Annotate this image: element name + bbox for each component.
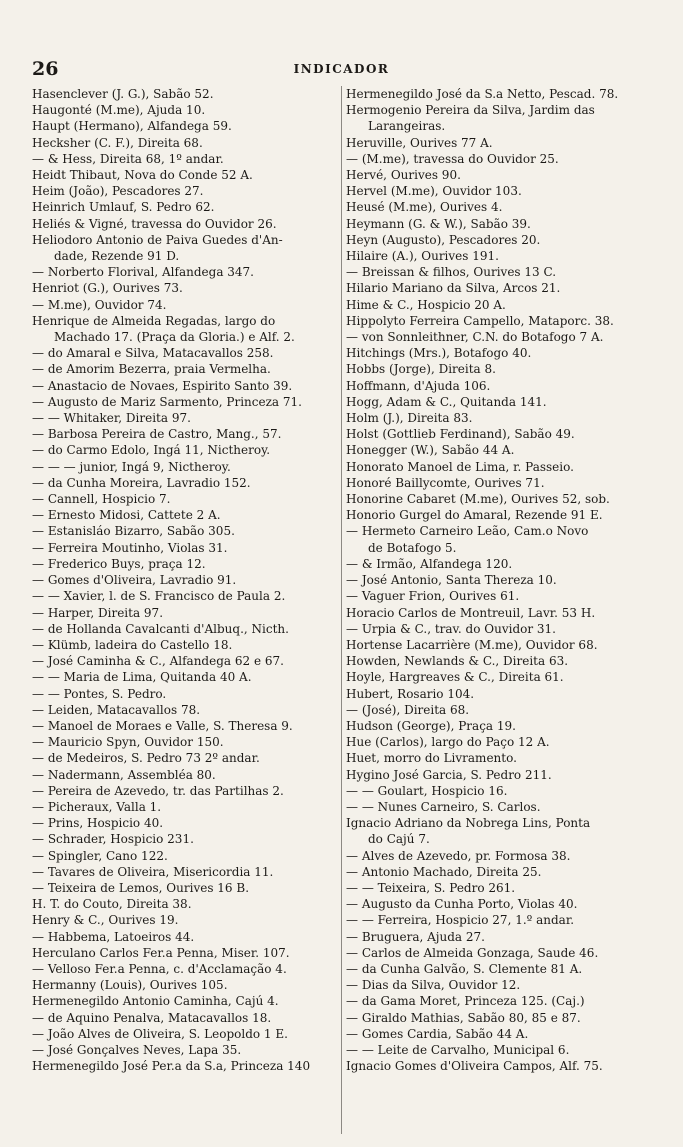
directory-entry: Machado 17. (Praça da Gloria.) e Alf. 2.: [54, 330, 295, 345]
directory-entry: Heliés & Vigné, travessa do Ouvidor 26.: [32, 216, 277, 231]
directory-entry: — de Medeiros, S. Pedro 73 2º andar.: [32, 751, 260, 766]
directory-entry: Heim (João), Pescadores 27.: [32, 184, 204, 199]
directory-entry: — Ernesto Midosi, Cattete 2 A.: [32, 508, 221, 523]
directory-entry: — Norberto Florival, Alfandega 347.: [32, 265, 254, 280]
directory-entry: Honorine Cabaret (M.me), Ourives 52, sob.: [346, 492, 610, 507]
directory-entry: — Prins, Hospicio 40.: [32, 816, 164, 831]
directory-entry: — — Goulart, Hospicio 16.: [346, 783, 508, 798]
directory-entry: — — Ferreira, Hospicio 27, 1.º andar.: [346, 913, 575, 928]
directory-entry: — José Caminha & C., Alfandega 62 e 67.: [32, 654, 284, 669]
directory-entry: — — — junior, Ingá 9, Nictheroy.: [32, 459, 231, 474]
directory-entry: — & Irmão, Alfandega 120.: [346, 556, 513, 571]
directory-entry: Hobbs (Jorge), Direita 8.: [346, 362, 496, 377]
directory-entry: Ignacio Gomes d'Oliveira Campos, Alf. 75.: [346, 1059, 603, 1074]
directory-entry: Larangeiras.: [368, 119, 446, 134]
page-number: 26: [32, 58, 59, 80]
directory-entry: Hermenegildo Antonio Caminha, Cajú 4.: [32, 994, 279, 1009]
directory-entry: dade, Rezende 91 D.: [54, 249, 180, 264]
directory-entry: — von Sonnleithner, C.N. do Botafogo 7 A.: [346, 330, 604, 345]
directory-entry: — — Nunes Carneiro, S. Carlos.: [346, 799, 541, 814]
directory-entry: — Augusto da Cunha Porto, Violas 40.: [346, 897, 578, 912]
directory-entry: Hermenegildo José Per.a da S.a, Princeza 140: [32, 1059, 311, 1074]
running-head: INDICADOR: [293, 62, 390, 76]
directory-entry: Hortense Lacarrière (M.me), Ouvidor 68.: [346, 637, 598, 652]
directory-entry: — Pereira de Azevedo, tr. das Partilhas 2.: [32, 783, 284, 798]
directory-entry: — Gomes Cardia, Sabão 44 A.: [346, 1026, 529, 1041]
directory-entry: Hermenegildo José da S.a Netto, Pescad. 78.: [346, 87, 619, 101]
directory-entry: Hilario Mariano da Silva, Arcos 21.: [346, 281, 561, 296]
directory-entry: Heruville, Ourives 77 A.: [346, 135, 493, 150]
directory-entry: Hudson (George), Praça 19.: [346, 718, 516, 733]
page-header: [28, 58, 655, 82]
directory-entry: Hecksher (C. F.), Direita 68.: [32, 135, 203, 150]
directory-entry: — & Hess, Direita 68, 1º andar.: [32, 151, 224, 166]
directory-entry: — Velloso Fer.a Penna, c. d'Acclamação 4.: [32, 961, 287, 976]
directory-entry: Haupt (Hermano), Alfandega 59.: [32, 119, 232, 134]
directory-entry: Heymann (G. & W.), Sabão 39.: [346, 216, 531, 231]
directory-entry: — Hermeto Carneiro Leão, Cam.o Novo: [346, 524, 589, 539]
directory-entry: Hermanny (Louis), Ourives 105.: [32, 978, 228, 993]
directory-entry: — Anastacio de Novaes, Espirito Santo 39.: [32, 378, 293, 393]
directory-entry: — Dias da Silva, Ouvidor 12.: [346, 978, 521, 993]
column-divider: [341, 86, 342, 1134]
directory-entry: — do Carmo Edolo, Ingá 11, Nictheroy.: [32, 443, 271, 458]
directory-entry: Horacio Carlos de Montreuil, Lavr. 53 H.: [346, 605, 596, 620]
directory-entry: — da Cunha Galvão, S. Clemente 81 A.: [346, 961, 583, 976]
directory-entry: Hubert, Rosario 104.: [346, 686, 475, 701]
directory-entry: — (M.me), travessa do Ouvidor 25.: [346, 151, 559, 166]
directory-entry: Holm (J.), Direita 83.: [346, 411, 473, 426]
directory-entry: — Ferreira Moutinho, Violas 31.: [32, 540, 228, 555]
directory-entry: — Augusto de Mariz Sarmento, Princeza 71.: [32, 394, 302, 409]
directory-entry: — Vaguer Frion, Ourives 61.: [346, 589, 520, 604]
directory-entry: — Nadermann, Assembléa 80.: [32, 767, 216, 782]
directory-entry: — — Whitaker, Direita 97.: [32, 411, 191, 426]
directory-entry: Hygino José Garcia, S. Pedro 211.: [346, 767, 552, 782]
directory-entry: — Mauricio Spyn, Ouvidor 150.: [32, 735, 224, 750]
directory-entry: — — Teixeira, S. Pedro 261.: [346, 880, 516, 895]
directory-entry: — M.me), Ouvidor 74.: [32, 297, 167, 312]
directory-entry: — Schrader, Hospicio 231.: [32, 832, 194, 847]
directory-entry: Heliodoro Antonio de Paiva Guedes d'An-: [32, 232, 283, 247]
directory-entry: — — Xavier, l. de S. Francisco de Paula 2.: [32, 589, 286, 604]
directory-entry: Henry & C., Ourives 19.: [32, 913, 179, 928]
directory-entry: — da Gama Moret, Princeza 125. (Caj.): [346, 994, 585, 1009]
directory-entry: Huet, morro do Livramento.: [346, 751, 517, 766]
directory-entry: — Cannell, Hospicio 7.: [32, 492, 171, 507]
directory-entry: Haugonté (M.me), Ajuda 10.: [32, 103, 206, 118]
directory-entry: — Leiden, Matacavallos 78.: [32, 702, 201, 717]
directory-entry: — Carlos de Almeida Gonzaga, Saude 46.: [346, 945, 599, 960]
directory-entry: — — Pontes, S. Pedro.: [32, 686, 167, 701]
directory-entry: H. T. do Couto, Direita 38.: [32, 897, 192, 912]
directory-entry: Hogg, Adam & C., Quitanda 141.: [346, 394, 547, 409]
directory-entry: — — Maria de Lima, Quitanda 40 A.: [32, 670, 252, 685]
directory-entry: Hime & C., Hospicio 20 A.: [346, 297, 506, 312]
directory-entry: Henriot (G.), Ourives 73.: [32, 281, 183, 296]
directory-entry: — Urpia & C., trav. do Ouvidor 31.: [346, 621, 556, 636]
directory-entry: — da Cunha Moreira, Lavradio 152.: [32, 475, 251, 490]
directory-entry: Hilaire (A.), Ourives 191.: [346, 249, 499, 264]
directory-entry: — Barbosa Pereira de Castro, Mang., 57.: [32, 427, 282, 442]
directory-entry: — Bruguera, Ajuda 27.: [346, 929, 485, 944]
directory-entry: Herculano Carlos Fer.a Penna, Miser. 107.: [32, 945, 290, 960]
directory-entry: — Breissan & filhos, Ourives 13 C.: [346, 265, 557, 280]
directory-entry: Honegger (W.), Sabão 44 A.: [346, 443, 515, 458]
directory-entry: — Alves de Azevedo, pr. Formosa 38.: [346, 848, 571, 863]
directory-entry: — Frederico Buys, praça 12.: [32, 556, 206, 571]
directory-entry: — João Alves de Oliveira, S. Leopoldo 1 E.: [32, 1026, 288, 1041]
directory-entry: — (José), Direita 68.: [346, 702, 470, 717]
directory-entry: Howden, Newlands & C., Direita 63.: [346, 654, 569, 669]
right-column: [346, 86, 666, 1074]
directory-entry: — José Gonçalves Neves, Lapa 35.: [32, 1042, 242, 1057]
directory-entry: Hasenclever (J. G.), Sabão 52.: [32, 87, 214, 101]
directory-entry: Hitchings (Mrs.), Botafogo 40.: [346, 346, 532, 361]
directory-entry: Honorio Gurgel do Amaral, Rezende 91 E.: [346, 508, 603, 523]
directory-entry: Heyn (Augusto), Pescadores 20.: [346, 232, 541, 247]
directory-entry: Heusé (M.me), Ourives 4.: [346, 200, 503, 215]
directory-entry: — Manoel de Moraes e Valle, S. Theresa 9.: [32, 718, 293, 733]
directory-entry: Hervé, Ourives 90.: [346, 168, 461, 183]
directory-entry: — Spingler, Cano 122.: [32, 848, 168, 863]
directory-entry: — Estanisláo Bizarro, Sabão 305.: [32, 524, 235, 539]
directory-entry: Heinrich Umlauf, S. Pedro 62.: [32, 200, 215, 215]
directory-entry: — Antonio Machado, Direita 25.: [346, 864, 542, 879]
directory-entry: — Picheraux, Valla 1.: [32, 799, 162, 814]
directory-entry: Honoré Baillycomte, Ourives 71.: [346, 475, 545, 490]
directory-entry: Hervel (M.me), Ouvidor 103.: [346, 184, 522, 199]
directory-entry: — Gomes d'Oliveira, Lavradio 91.: [32, 573, 237, 588]
directory-entry: Holst (Gottlieb Ferdinand), Sabão 49.: [346, 427, 575, 442]
directory-entry: Hoffmann, d'Ajuda 106.: [346, 378, 491, 393]
directory-entry: Hermogenio Pereira da Silva, Jardim das: [346, 103, 595, 118]
directory-entry: — de Hollanda Cavalcanti d'Albuq., Nicth.: [32, 621, 289, 636]
directory-entry: Hue (Carlos), largo do Paço 12 A.: [346, 735, 550, 750]
directory-entry: Honorato Manoel de Lima, r. Passeio.: [346, 459, 574, 474]
directory-entry: Heidt Thibaut, Nova do Conde 52 A.: [32, 168, 253, 183]
directory-entry: Hoyle, Hargreaves & C., Direita 61.: [346, 670, 564, 685]
left-column: [32, 86, 340, 1074]
directory-entry: — Habbema, Latoeiros 44.: [32, 929, 195, 944]
directory-entry: — Harper, Direita 97.: [32, 605, 164, 620]
directory-entry: do Cajú 7.: [368, 832, 430, 847]
directory-entry: Hippolyto Ferreira Campello, Mataporc. 38.: [346, 313, 614, 328]
directory-entry: — Teixeira de Lemos, Ourives 16 B.: [32, 880, 250, 895]
directory-entry: de Botafogo 5.: [368, 540, 457, 555]
directory-entry: — Giraldo Mathias, Sabão 80, 85 e 87.: [346, 1010, 581, 1025]
directory-entry: — — Leite de Carvalho, Municipal 6.: [346, 1042, 570, 1057]
directory-entry: — do Amaral e Silva, Matacavallos 258.: [32, 346, 274, 361]
directory-entry: — de Aquino Penalva, Matacavallos 18.: [32, 1010, 272, 1025]
directory-entry: — Klümb, ladeira do Castello 18.: [32, 637, 233, 652]
directory-entry: — Tavares de Oliveira, Misericordia 11.: [32, 864, 274, 879]
directory-entry: — José Antonio, Santa Thereza 10.: [346, 573, 557, 588]
directory-entry: — de Amorim Bezerra, praia Vermelha.: [32, 362, 271, 377]
directory-entry: Henrique de Almeida Regadas, largo do: [32, 313, 276, 328]
directory-entry: Ignacio Adriano da Nobrega Lins, Ponta: [346, 816, 591, 831]
